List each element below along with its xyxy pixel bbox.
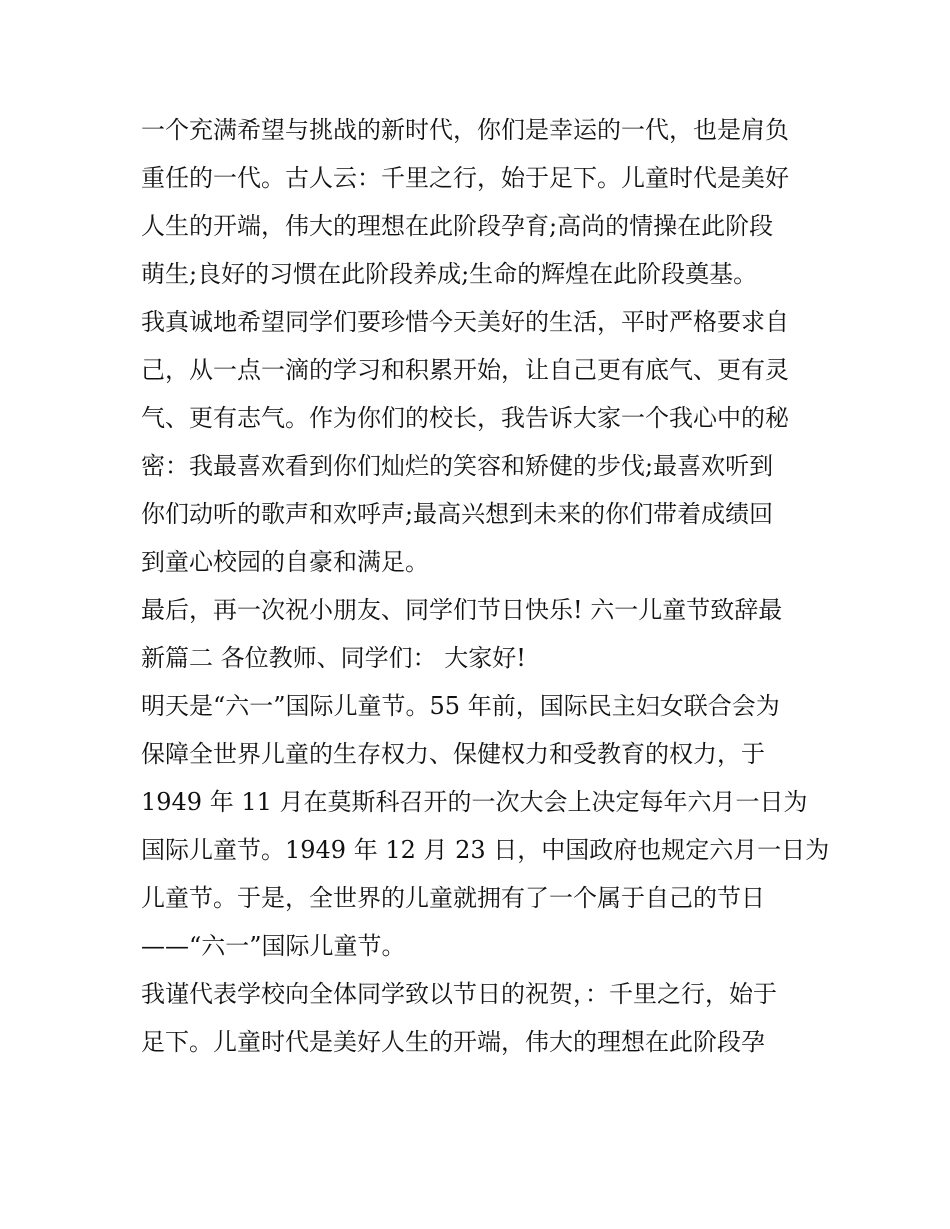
text-line: 足下。儿童时代是美好人生的开端，伟大的理想在此阶段孕 <box>141 1028 765 1056</box>
text-line: 明天是“六一”国际儿童节。55 年前，国际民主妇女联合会为 <box>141 692 780 720</box>
text-line: 密：我最喜欢看到你们灿烂的笑容和矫健的步伐;最喜欢听到 <box>141 452 774 480</box>
text-line: 己，从一点一滴的学习和积累开始，让自己更有底气、更有灵 <box>141 356 789 384</box>
text-line: ——“六一”国际儿童节。 <box>141 932 406 960</box>
text-line: 萌生;良好的习惯在此阶段养成;生命的辉煌在此阶段奠基。 <box>141 260 758 288</box>
text-line: 儿童节。于是，全世界的儿童就拥有了一个属于自己的节日 <box>141 884 765 912</box>
text-line: 国际儿童节。1949 年 12 月 23 日，中国政府也规定六月一日为 <box>141 836 830 864</box>
text-line: 到童心校园的自豪和满足。 <box>141 548 429 576</box>
text-line: 我谨代表学校向全体同学致以节日的祝贺，：千里之行，始于 <box>141 980 777 1008</box>
text-line: 新篇二 各位教师、同学们： 大家好! <box>141 644 526 672</box>
text-line: 你们动听的歌声和欢呼声;最高兴想到未来的你们带着成绩回 <box>141 500 774 528</box>
document-body <box>141 106 830 1066</box>
text-line: 人生的开端，伟大的理想在此阶段孕育;高尚的情操在此阶段 <box>141 212 774 240</box>
text-line: 重任的一代。古人云：千里之行，始于足下。儿童时代是美好 <box>141 164 789 192</box>
text-line: 最后，再一次祝小朋友、同学们节日快乐! 六一儿童节致辞最 <box>141 596 783 624</box>
text-line: 气、更有志气。作为你们的校长，我告诉大家一个我心中的秘 <box>141 404 789 432</box>
text-line: 我真诚地希望同学们要珍惜今天美好的生活，平时严格要求自 <box>141 308 789 336</box>
text-line: 保障全世界儿童的生存权力、保健权力和受教育的权力，于 <box>141 740 765 768</box>
text-line: 一个充满希望与挑战的新时代，你们是幸运的一代，也是肩负 <box>141 116 789 144</box>
text-line: 1949 年 11 月在莫斯科召开的一次大会上决定每年六月一日为 <box>141 788 808 816</box>
